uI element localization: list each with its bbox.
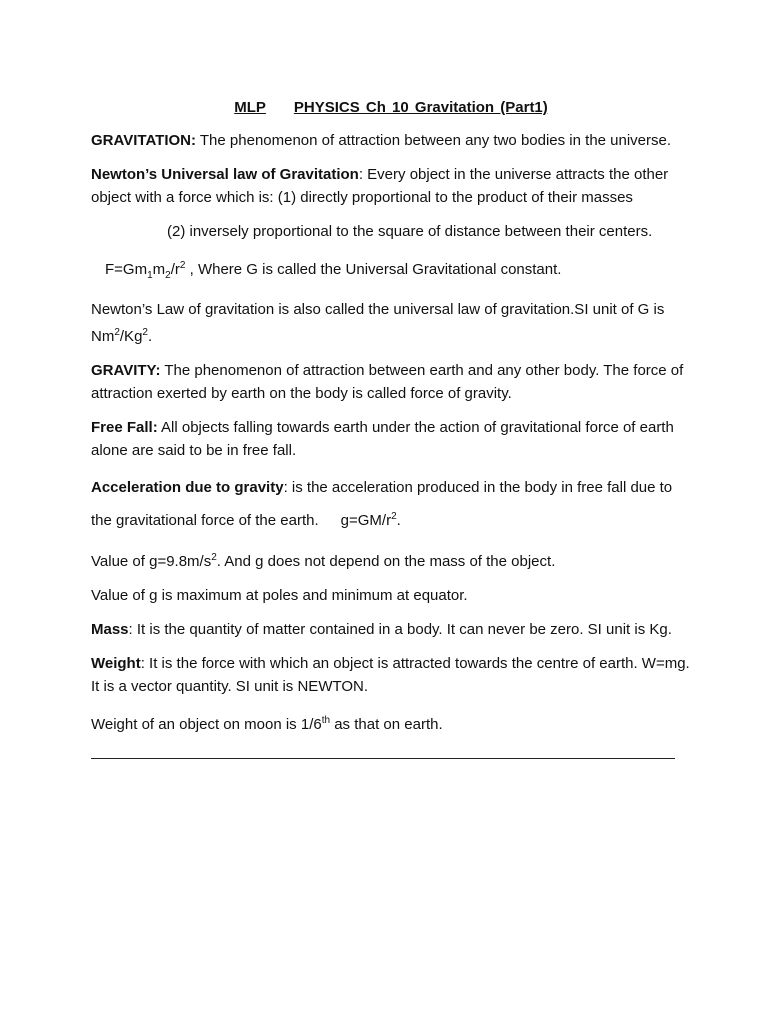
horizontal-rule <box>91 758 675 759</box>
si-unit-statement: Newton’s Law of gravitation is also called the universal law of gravitation.SI unit of G is Nm$^2$/Kg$^2$. <box>91 301 665 345</box>
mass-term: Mass <box>91 621 129 638</box>
document-page <box>91 96 691 759</box>
acceleration-definition: Acceleration due to gravity: is the acceleration produced in the body in free fall due to the gravitational force of the earth. $g=GM/r^2$. <box>91 479 673 529</box>
gravitation-formula: $F=Gm_1m_2/r^2$ , Where G is called the Universal Gravitational constant. <box>105 260 562 281</box>
title-code: MLP <box>234 99 266 116</box>
moon-weight: Weight of an object on moon is 1/6th as that on earth. <box>91 715 443 733</box>
gravity-term: GRAVITY: <box>91 362 161 379</box>
newton-law-term: Newton’s Universal law of Gravitation <box>91 166 359 183</box>
weight-term: Weight <box>91 655 141 672</box>
g-max-min: Value of g is maximum at poles and minimum at equator. <box>91 587 468 604</box>
newton-law-definition: Newton’s Universal law of Gravitation: Every object in the universe attracts the other object with a force which is: (1) directly proportional to the product of their masses <box>91 166 669 206</box>
acceleration-term: Acceleration due to gravity <box>91 479 284 496</box>
free-fall-definition: Free Fall: All objects falling towards earth under the action of gravitational force of earth alone are said to be in free fall. <box>91 419 674 459</box>
gravity-definition: GRAVITY: The phenomenon of attraction between earth and any other body. The force of attraction exerted by earth on the body is called force of gravity. <box>91 362 684 402</box>
free-fall-term: Free Fall: <box>91 419 158 436</box>
value-of-g: Value of $g=9.8m/s^2$. And g does not depend on the mass of the object. <box>91 552 556 570</box>
gravitation-term: GRAVITATION: <box>91 132 196 149</box>
title-text: PHYSICS Ch 10 Gravitation (Part1) <box>293 99 548 116</box>
gravitation-definition: GRAVITATION: The phenomenon of attraction between any two bodies in the universe. <box>91 132 672 149</box>
newton-law-point-2: (2) inversely proportional to the square of distance between their centers. <box>167 223 653 240</box>
mass-definition: Mass: It is the quantity of matter contained in a body. It can never be zero. SI unit is Kg. <box>91 621 672 638</box>
weight-definition: Weight: It is the force with which an object is attracted towards the centre of earth. W=mg. It is a vector quantity. SI unit is NEWTON. <box>91 655 690 695</box>
document-title <box>91 96 691 119</box>
